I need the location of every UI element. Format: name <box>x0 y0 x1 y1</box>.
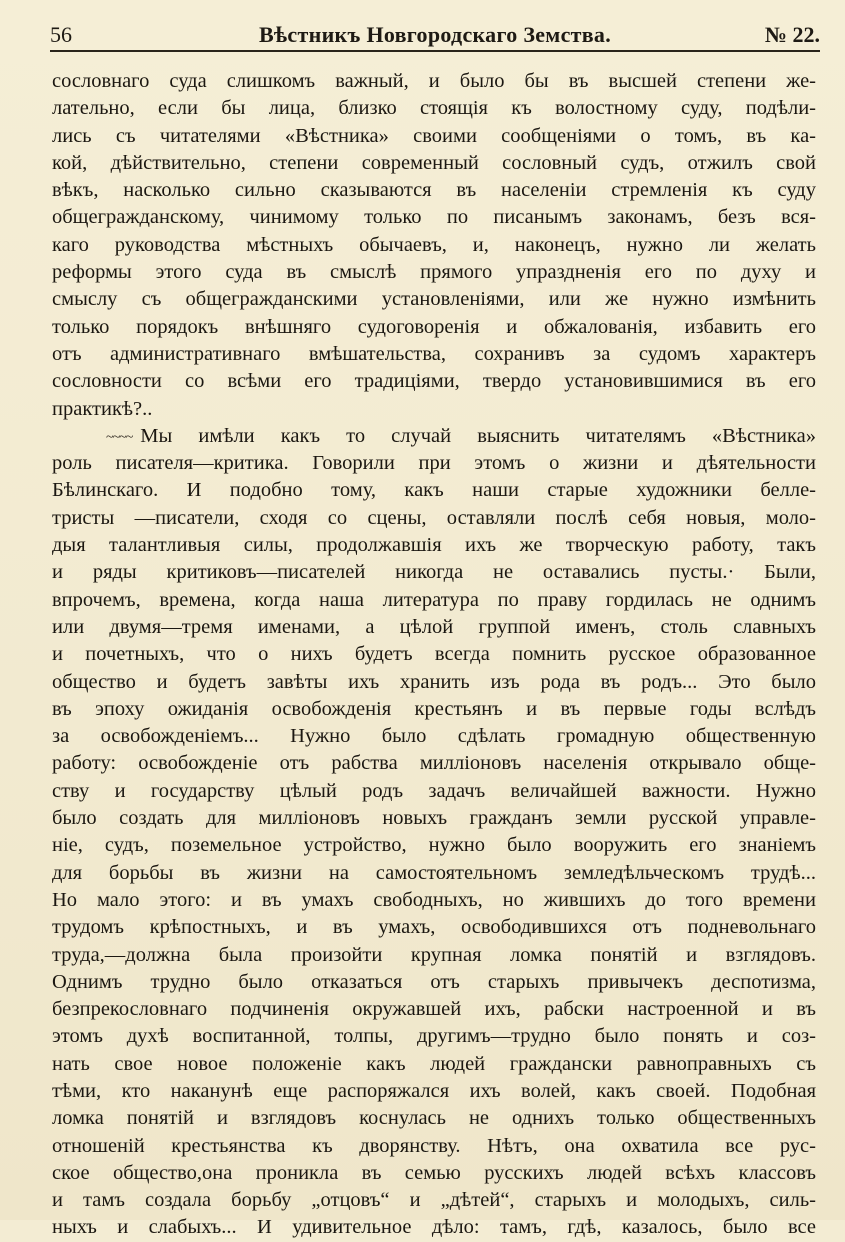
text-line: общество и будетъ завѣты ихъ хранить изъ рода въ родъ... Это было <box>52 670 816 693</box>
header-divider <box>50 50 820 52</box>
text-line: Однимъ трудно было отказаться отъ старыхъ привычекъ деспотизма, <box>52 970 816 993</box>
text-line: кой, дѣйствительно, степени современный сословный судъ, отжилъ свой <box>52 151 816 174</box>
text-line: этомъ духѣ воспитанной, толпы, другимъ—трудно было понять и соз- <box>52 1025 816 1048</box>
paragraph-1 <box>52 68 816 423</box>
text-line: нать свое новое положеніе какъ людей граждански равноправныхъ съ <box>52 1052 816 1075</box>
text-line: смыслу съ общегражданскими установленіями, или же нужно измѣнить <box>52 288 816 311</box>
text-line: только порядокъ внѣшняго судоговоренія и обжалованія, избавить его <box>52 315 816 338</box>
text-line: ломка понятій и взглядовъ коснулась не однихъ только общественныхъ <box>52 1107 816 1130</box>
running-header <box>50 18 820 50</box>
text-line: и ряды критиковъ—писателей никогда не оставались пусты.· Были, <box>52 561 816 584</box>
journal-title: Вѣстникъ Новгородскаго Земства. <box>258 22 612 47</box>
text-line: роль писателя—критика. Говорили при этомъ о жизни и дѣятельности <box>52 452 816 475</box>
text-line: и почетныхъ, что о нихъ будетъ всегда помнить русское образованное <box>52 643 816 666</box>
text-line: труда,—должна была произойти крупная ломка понятій и взглядовъ. <box>52 943 816 966</box>
text-line: лательно, если бы лица, близко стоящія къ волостному суду, подѣли- <box>52 97 816 120</box>
text-line: вѣкъ, насколько сильно сказываются въ населеніи стремленія къ суду <box>52 179 816 202</box>
text-line: каго руководства мѣстныхъ обычаевъ, и, наконецъ, нужно ли желать <box>52 233 816 256</box>
text-line: трудомъ крѣпостныхъ, и въ умахъ, освободившихся отъ подневольнаго <box>52 916 816 939</box>
first-line-text: Мы имѣли какъ то случай выяснить читателямъ «Вѣстника» <box>140 424 816 447</box>
text-line: ныхъ и слабыхъ... И удивительное дѣло: тамъ, гдѣ, казалось, было все <box>52 1216 816 1239</box>
page-number: 56 <box>50 22 72 47</box>
text-line: сословности со всѣми его традиціями, твердо установившимися въ его <box>52 370 816 393</box>
text-line: за освобожденіемъ... Нужно было сдѣлать громадную общественную <box>52 725 816 748</box>
text-line: впрочемъ, времена, когда наша литература по праву гордилась не однимъ <box>52 588 816 611</box>
text-line: отношеній крестьянства къ дворянству. Нѣтъ, она охватила все рус- <box>52 1134 816 1157</box>
wavy-ornament: ~~~~ <box>106 429 133 445</box>
text-line: въ эпоху ожиданія освобожденія крестьянъ и въ первые годы вслѣдъ <box>52 697 816 720</box>
text-line: общегражданскому, чинимому только по писанымъ законамъ, безъ вся- <box>52 206 816 229</box>
text-line: ское общество,она проникла въ семью русскихъ людей всѣхъ классовъ <box>52 1161 816 1184</box>
text-line: тѣми, кто наканунѣ еще распоряжался ихъ волей, какъ своей. Подобная <box>52 1079 816 1102</box>
text-line: тристы —писатели, сходя со сцены, оставляли послѣ себя новыя, моло- <box>52 506 816 529</box>
text-line: Но мало этого: и въ умахъ свободныхъ, но жившихъ до того времени <box>52 888 816 911</box>
text-line: отъ административнаго вмѣшательства, сохранивъ за судомъ характеръ <box>52 342 816 365</box>
article-body <box>52 68 816 1242</box>
text-line: для борьбы въ жизни на самостоятельномъ земледѣльческомъ трудѣ... <box>52 861 816 884</box>
text-line: сословнаго суда слишкомъ важный, и было бы въ высшей степени же- <box>52 70 816 92</box>
text-line: лись съ читателями «Вѣстника» своими сообщеніями о томъ, въ ка- <box>52 124 816 147</box>
text-line: и тамъ создала борьбу „отцовъ“ и „дѣтей“, старыхъ и молодыхъ, силь- <box>52 1189 816 1212</box>
issue-number: № 22. <box>764 22 820 47</box>
text-line: ніе, судъ, поземельное устройство, нужно было вооружить его знаніемъ <box>52 834 816 857</box>
text-line: безпрекословнаго подчиненія окружавшей ихъ, рабски настроенной и въ <box>52 998 816 1021</box>
text-line-first <box>52 423 816 450</box>
text-line: или двумя—тремя именами, а цѣлой группой именъ, столь славныхъ <box>52 615 816 638</box>
text-line: Бѣлинскаго. И подобно тому, какъ наши старые художники белле- <box>52 479 816 502</box>
text-line: работу: освобожденіе отъ рабства милліоновъ населенія открывало обще- <box>52 752 816 775</box>
text-line: дыя талантливыя силы, продолжавшія ихъ же творческую работу, такъ <box>52 534 816 557</box>
text-line: реформы этого суда въ смыслѣ прямого упраздненія его по духу и <box>52 261 816 284</box>
text-line: было создать для милліоновъ новыхъ гражданъ земли русской управле- <box>52 807 816 830</box>
text-line: практикѣ?.. <box>52 397 153 420</box>
text-line: ству и государству цѣлый родъ задачъ величайшей важности. Нужно <box>52 779 816 802</box>
paragraph-2 <box>52 423 816 1242</box>
